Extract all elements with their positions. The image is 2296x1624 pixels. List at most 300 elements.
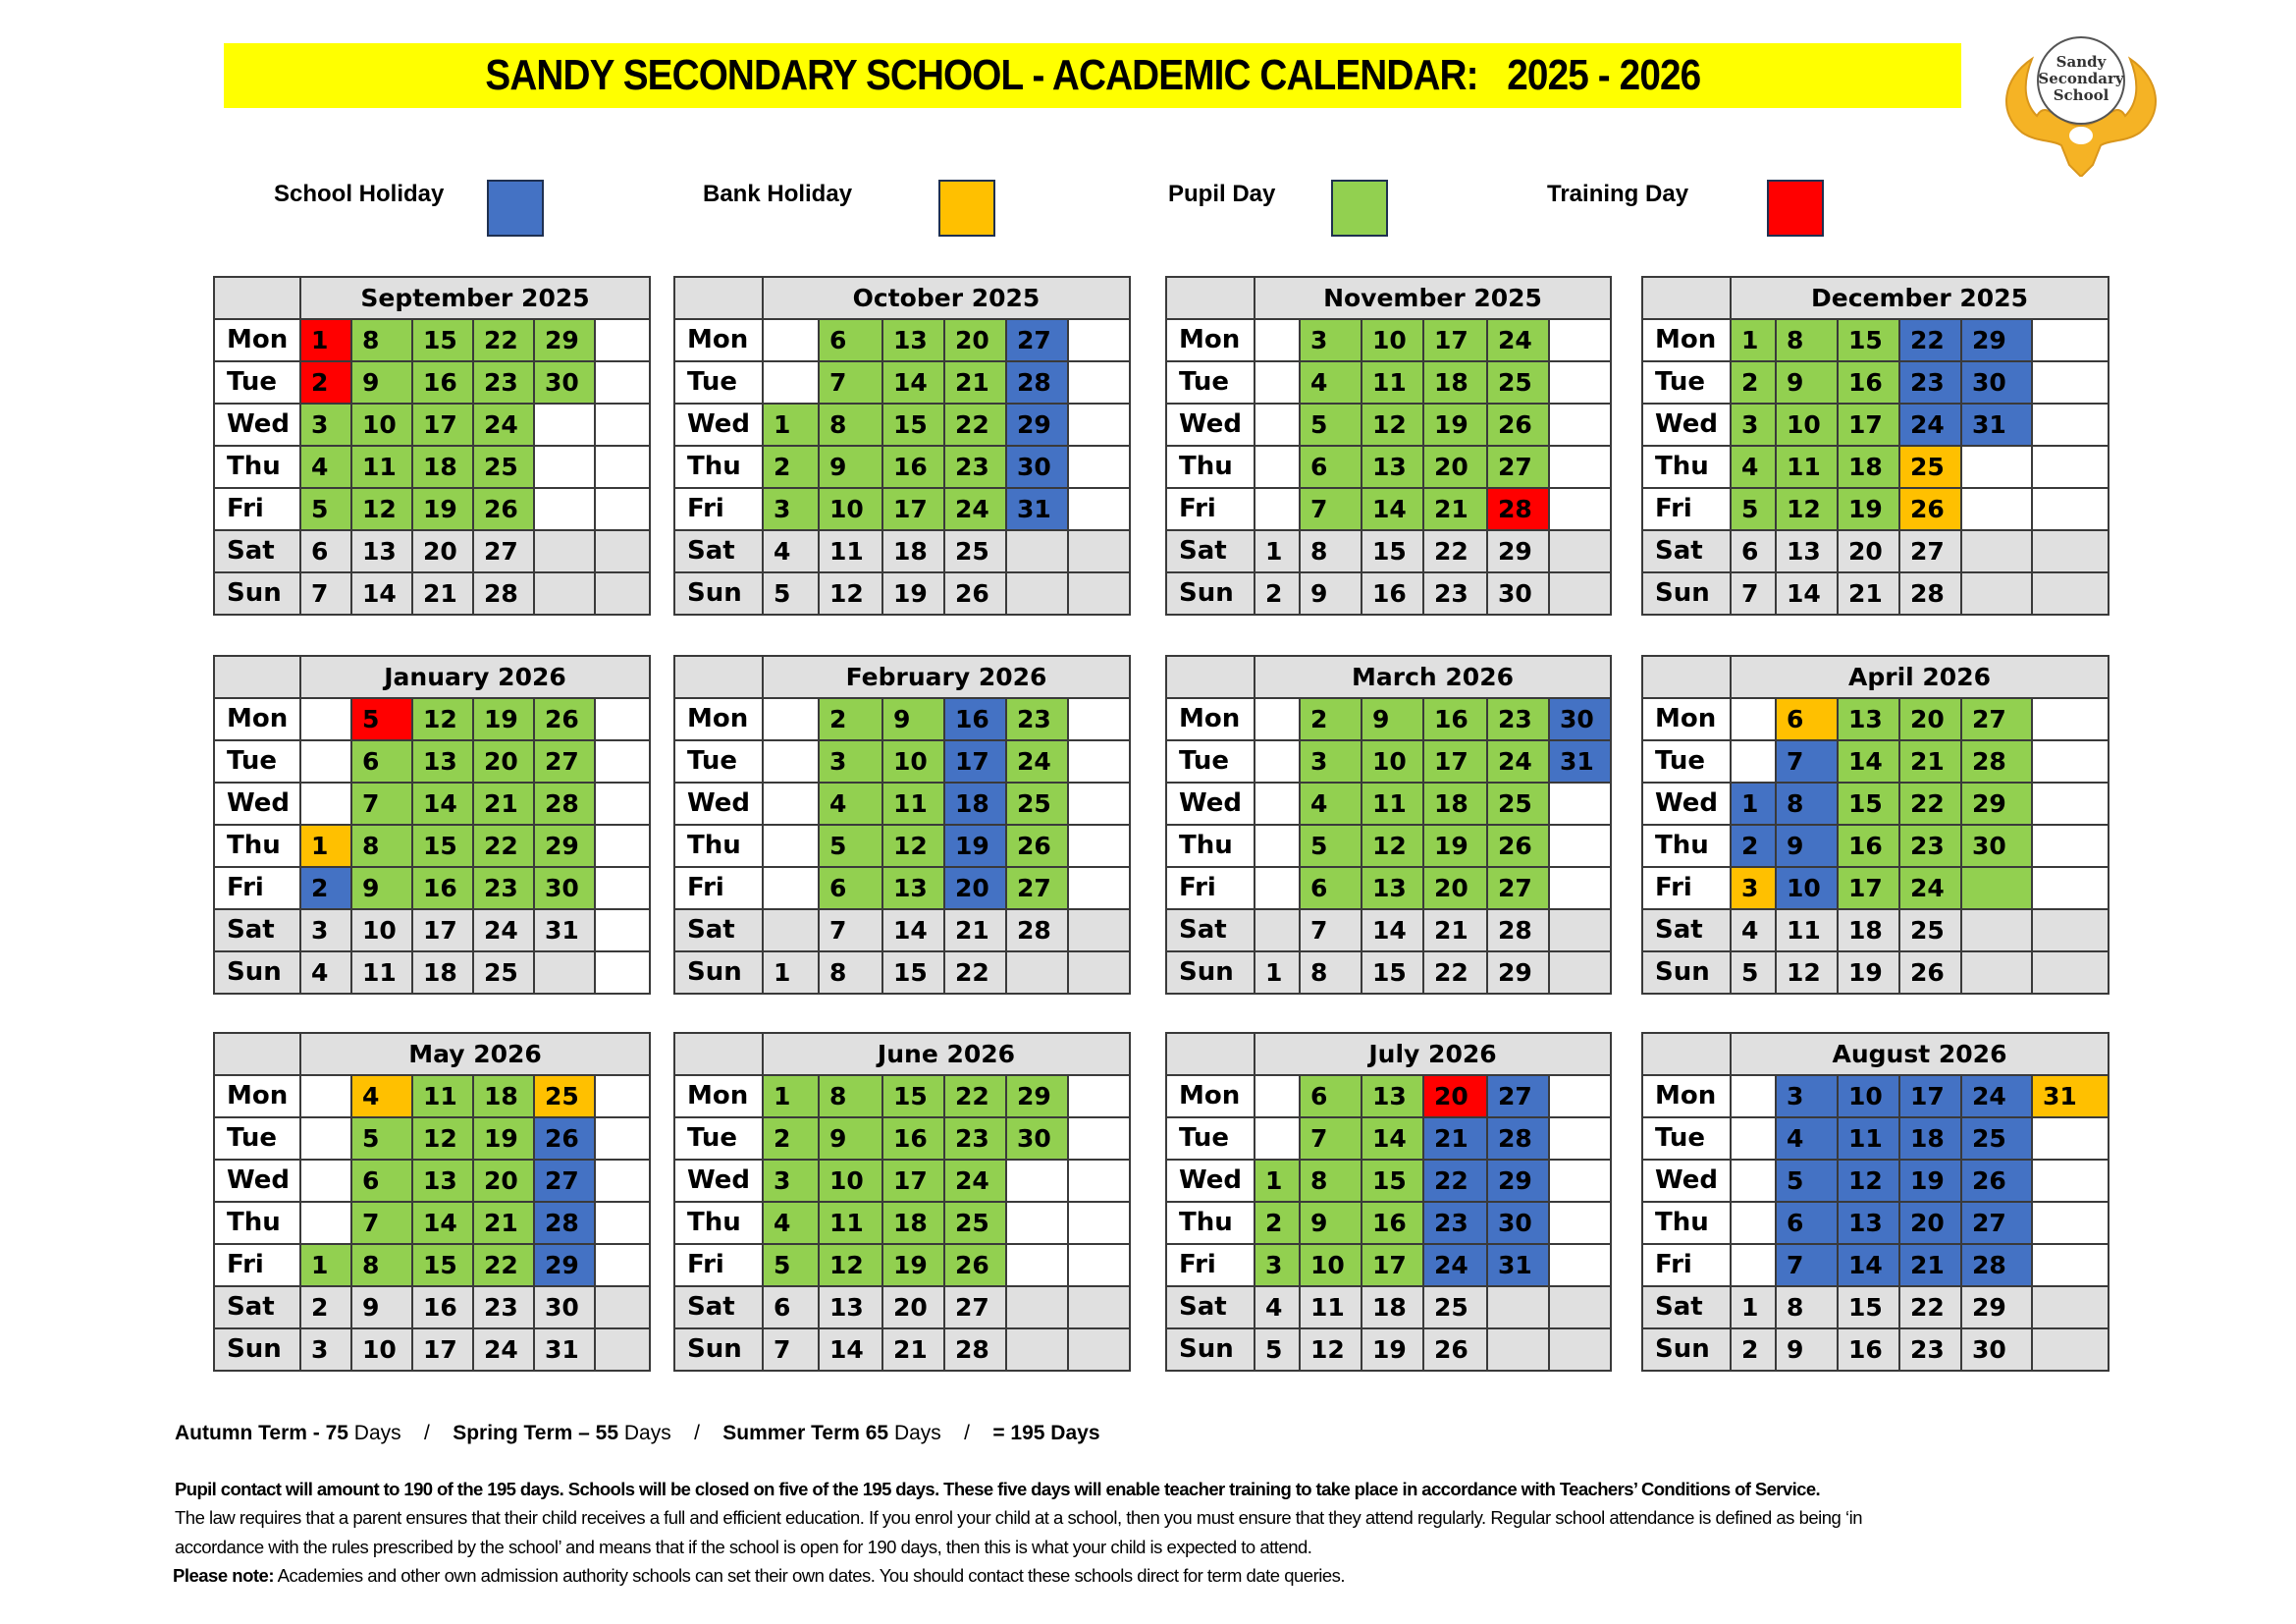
date-cell: 6 — [1300, 446, 1362, 488]
header-corner — [674, 277, 763, 319]
date-cell: 4 — [1776, 1117, 1838, 1160]
separator: / — [694, 1422, 700, 1444]
date-cell: 27 — [473, 530, 534, 572]
empty-cell — [2032, 530, 2109, 572]
header-corner — [214, 277, 300, 319]
date-cell: 24 — [1006, 740, 1068, 783]
date-cell: 23 — [473, 361, 534, 404]
days-word: Days — [347, 1422, 401, 1444]
weekday-row — [1642, 1244, 2109, 1286]
date-cell: 7 — [819, 909, 882, 951]
date-cell: 11 — [1300, 1286, 1362, 1328]
date-cell: 3 — [1776, 1075, 1838, 1117]
date-cell: 20 — [473, 740, 534, 783]
weekday-label: Tue — [1166, 740, 1255, 783]
date-cell: 31 — [534, 909, 595, 951]
weekday-row — [1166, 1286, 1611, 1328]
date-cell: 14 — [882, 909, 944, 951]
date-cell: 9 — [351, 361, 412, 404]
weekday-row — [1166, 488, 1611, 530]
date-cell: 1 — [1731, 319, 1776, 361]
empty-cell — [1961, 951, 2032, 994]
date-cell: 25 — [473, 951, 534, 994]
month-calendar — [673, 655, 1131, 995]
date-cell: 29 — [1487, 530, 1549, 572]
empty-cell — [1961, 446, 2032, 488]
weekday-row — [1166, 867, 1611, 909]
empty-cell — [1006, 1244, 1068, 1286]
date-cell: 11 — [351, 951, 412, 994]
date-cell: 8 — [819, 1075, 882, 1117]
date-cell: 24 — [944, 488, 1006, 530]
weekday-row — [214, 1328, 650, 1371]
date-cell: 23 — [1487, 698, 1549, 740]
empty-cell — [1068, 1328, 1130, 1371]
weekday-label: Fri — [1166, 867, 1255, 909]
date-cell: 17 — [1838, 404, 1899, 446]
empty-cell — [1549, 572, 1611, 615]
empty-cell — [763, 361, 819, 404]
date-cell: 1 — [1731, 1286, 1776, 1328]
date-cell: 5 — [763, 572, 819, 615]
empty-cell — [1549, 1160, 1611, 1202]
empty-cell — [1549, 530, 1611, 572]
date-cell: 16 — [1838, 361, 1899, 404]
weekday-row — [1166, 1117, 1611, 1160]
empty-cell — [595, 1202, 650, 1244]
weekday-label: Sun — [214, 572, 300, 615]
date-cell: 3 — [1731, 867, 1776, 909]
weekday-row — [1166, 1244, 1611, 1286]
date-cell: 31 — [1961, 404, 2032, 446]
weekday-row — [1166, 404, 1611, 446]
date-cell: 30 — [1961, 361, 2032, 404]
date-cell: 24 — [1487, 319, 1549, 361]
date-cell: 23 — [944, 1117, 1006, 1160]
date-cell: 18 — [412, 951, 473, 994]
empty-cell — [1487, 1328, 1549, 1371]
weekday-row — [674, 404, 1130, 446]
date-cell: 23 — [1899, 825, 1961, 867]
empty-cell — [534, 446, 595, 488]
weekday-label: Sat — [1642, 1286, 1731, 1328]
summer-term-days: 65 — [865, 1422, 889, 1444]
weekday-row — [1166, 530, 1611, 572]
date-cell: 30 — [1487, 572, 1549, 615]
weekday-label: Thu — [674, 825, 763, 867]
date-cell: 6 — [1731, 530, 1776, 572]
date-cell: 5 — [1255, 1328, 1300, 1371]
date-cell: 13 — [1776, 530, 1838, 572]
empty-cell — [534, 572, 595, 615]
weekday-label: Thu — [214, 1202, 300, 1244]
date-cell: 21 — [412, 572, 473, 615]
weekday-label: Sun — [1166, 951, 1255, 994]
date-cell: 15 — [882, 404, 944, 446]
empty-cell — [1255, 361, 1300, 404]
legend-swatch-school-holiday — [487, 180, 544, 237]
weekday-label: Thu — [1166, 1202, 1255, 1244]
month-title: January 2026 — [300, 656, 650, 698]
empty-cell — [1961, 488, 2032, 530]
empty-cell — [300, 740, 351, 783]
weekday-label: Wed — [1166, 1160, 1255, 1202]
weekday-label: Wed — [214, 1160, 300, 1202]
date-cell: 27 — [1487, 867, 1549, 909]
date-cell: 19 — [1838, 488, 1899, 530]
empty-cell — [595, 1075, 650, 1117]
date-cell: 5 — [819, 825, 882, 867]
empty-cell — [2032, 446, 2109, 488]
empty-cell — [1255, 488, 1300, 530]
weekday-row — [1642, 740, 2109, 783]
date-cell: 3 — [819, 740, 882, 783]
weekday-label: Wed — [1166, 783, 1255, 825]
empty-cell — [1068, 1244, 1130, 1286]
days-word: Days — [888, 1422, 941, 1444]
weekday-label: Sat — [1642, 530, 1731, 572]
header-corner — [1642, 1033, 1731, 1075]
empty-cell — [1549, 319, 1611, 361]
date-cell: 23 — [1899, 1328, 1961, 1371]
empty-cell — [595, 1244, 650, 1286]
weekday-label: Thu — [214, 825, 300, 867]
weekday-label: Thu — [1166, 825, 1255, 867]
date-cell: 20 — [473, 1160, 534, 1202]
date-cell: 20 — [944, 319, 1006, 361]
date-cell: 25 — [1961, 1117, 2032, 1160]
date-cell: 13 — [819, 1286, 882, 1328]
empty-cell — [595, 572, 650, 615]
empty-cell — [2032, 698, 2109, 740]
empty-cell — [1961, 530, 2032, 572]
date-cell: 21 — [1423, 488, 1487, 530]
empty-cell — [595, 1328, 650, 1371]
date-cell: 22 — [473, 1244, 534, 1286]
empty-cell — [1549, 1202, 1611, 1244]
date-cell: 22 — [473, 319, 534, 361]
empty-cell — [1549, 1286, 1611, 1328]
month-calendar — [213, 1032, 651, 1372]
date-cell: 1 — [300, 825, 351, 867]
date-cell: 25 — [1487, 361, 1549, 404]
weekday-row — [674, 361, 1130, 404]
empty-cell — [1255, 783, 1300, 825]
date-cell: 9 — [1776, 1328, 1838, 1371]
date-cell: 3 — [300, 404, 351, 446]
weekday-label: Wed — [214, 783, 300, 825]
please-note — [173, 1565, 1345, 1587]
weekday-row — [674, 951, 1130, 994]
date-cell: 29 — [534, 1244, 595, 1286]
month-title: March 2026 — [1255, 656, 1611, 698]
date-cell: 2 — [1300, 698, 1362, 740]
weekday-row — [214, 698, 650, 740]
date-cell: 27 — [1006, 867, 1068, 909]
empty-cell — [2032, 951, 2109, 994]
date-cell: 26 — [1899, 488, 1961, 530]
weekday-label: Mon — [214, 698, 300, 740]
date-cell: 27 — [1006, 319, 1068, 361]
weekday-row — [1166, 319, 1611, 361]
weekday-label: Mon — [1642, 319, 1731, 361]
date-cell: 2 — [819, 698, 882, 740]
empty-cell — [1068, 319, 1130, 361]
date-cell: 11 — [819, 530, 882, 572]
month-calendar — [1641, 276, 2109, 616]
empty-cell — [1255, 1117, 1300, 1160]
weekday-row — [214, 825, 650, 867]
weekday-row — [1642, 572, 2109, 615]
date-cell: 17 — [412, 909, 473, 951]
empty-cell — [300, 1160, 351, 1202]
weekday-label: Sat — [214, 909, 300, 951]
date-cell: 9 — [1300, 572, 1362, 615]
empty-cell — [595, 319, 650, 361]
month-title: September 2025 — [300, 277, 650, 319]
date-cell: 18 — [1838, 909, 1899, 951]
weekday-row — [1642, 1286, 2109, 1328]
weekday-label: Thu — [674, 1202, 763, 1244]
date-cell: 26 — [1423, 1328, 1487, 1371]
weekday-row — [1642, 825, 2109, 867]
header-corner — [1166, 277, 1255, 319]
empty-cell — [1549, 951, 1611, 994]
empty-cell — [1006, 530, 1068, 572]
empty-cell — [763, 909, 819, 951]
date-cell: 4 — [819, 783, 882, 825]
date-cell: 24 — [944, 1160, 1006, 1202]
weekday-label: Wed — [1166, 404, 1255, 446]
empty-cell — [595, 361, 650, 404]
empty-cell — [763, 698, 819, 740]
weekday-row — [674, 446, 1130, 488]
date-cell: 3 — [1255, 1244, 1300, 1286]
month-title: July 2026 — [1255, 1033, 1611, 1075]
date-cell: 3 — [763, 488, 819, 530]
date-cell: 10 — [1776, 404, 1838, 446]
empty-cell — [1006, 1202, 1068, 1244]
date-cell: 19 — [412, 488, 473, 530]
empty-cell — [595, 740, 650, 783]
separator: / — [424, 1422, 430, 1444]
month-title: April 2026 — [1731, 656, 2109, 698]
date-cell: 7 — [1300, 488, 1362, 530]
date-cell: 1 — [1255, 1160, 1300, 1202]
weekday-row — [674, 319, 1130, 361]
date-cell: 26 — [1899, 951, 1961, 994]
weekday-label: Fri — [1642, 488, 1731, 530]
date-cell: 31 — [2032, 1075, 2109, 1117]
weekday-label: Sun — [1642, 951, 1731, 994]
date-cell: 11 — [1838, 1117, 1899, 1160]
weekday-label: Tue — [674, 361, 763, 404]
date-cell: 20 — [1838, 530, 1899, 572]
empty-cell — [595, 530, 650, 572]
date-cell: 6 — [300, 530, 351, 572]
date-cell: 15 — [882, 1075, 944, 1117]
weekday-label: Fri — [1166, 488, 1255, 530]
empty-cell — [1549, 404, 1611, 446]
date-cell: 8 — [1300, 530, 1362, 572]
date-cell: 2 — [1731, 1328, 1776, 1371]
date-cell: 13 — [1362, 867, 1423, 909]
empty-cell — [595, 404, 650, 446]
empty-cell — [2032, 361, 2109, 404]
date-cell: 31 — [1487, 1244, 1549, 1286]
date-cell: 28 — [1006, 909, 1068, 951]
weekday-label: Mon — [1166, 698, 1255, 740]
weekday-label: Tue — [674, 1117, 763, 1160]
empty-cell — [763, 783, 819, 825]
weekday-row — [1166, 1075, 1611, 1117]
weekday-label: Sun — [674, 951, 763, 994]
empty-cell — [2032, 572, 2109, 615]
empty-cell — [534, 488, 595, 530]
separator: / — [964, 1422, 970, 1444]
date-cell: 24 — [1423, 1244, 1487, 1286]
weekday-label: Wed — [1642, 783, 1731, 825]
empty-cell — [1731, 1160, 1776, 1202]
empty-cell — [1006, 1328, 1068, 1371]
date-cell: 30 — [1487, 1202, 1549, 1244]
weekday-label: Wed — [674, 783, 763, 825]
empty-cell — [2032, 909, 2109, 951]
weekday-label: Fri — [1642, 867, 1731, 909]
weekday-label: Mon — [1642, 1075, 1731, 1117]
weekday-label: Sat — [214, 530, 300, 572]
empty-cell — [595, 1160, 650, 1202]
legend-label-school-holiday: School Holiday — [274, 181, 445, 207]
weekday-row — [1166, 1202, 1611, 1244]
weekday-label: Thu — [1642, 446, 1731, 488]
weekday-row — [1642, 951, 2109, 994]
weekday-label: Sun — [1642, 1328, 1731, 1371]
empty-cell — [1068, 1286, 1130, 1328]
date-cell: 7 — [1776, 740, 1838, 783]
weekday-row — [214, 1117, 650, 1160]
date-cell: 27 — [1961, 698, 2032, 740]
date-cell: 23 — [1423, 1202, 1487, 1244]
weekday-label: Tue — [214, 361, 300, 404]
weekday-label: Sun — [674, 1328, 763, 1371]
weekday-label: Sat — [1166, 909, 1255, 951]
month-title: June 2026 — [763, 1033, 1130, 1075]
weekday-label: Wed — [214, 404, 300, 446]
date-cell: 26 — [1961, 1160, 2032, 1202]
date-cell: 25 — [473, 446, 534, 488]
spring-term-label: Spring Term – — [453, 1422, 596, 1444]
date-cell: 21 — [1899, 740, 1961, 783]
empty-cell — [1068, 825, 1130, 867]
date-cell: 28 — [944, 1328, 1006, 1371]
svg-text:School: School — [2053, 86, 2109, 104]
date-cell: 4 — [1731, 446, 1776, 488]
weekday-label: Sun — [674, 572, 763, 615]
weekday-label: Fri — [214, 867, 300, 909]
weekday-label: Wed — [1642, 1160, 1731, 1202]
title-banner — [224, 43, 1961, 108]
date-cell: 21 — [473, 1202, 534, 1244]
weekday-label: Mon — [214, 1075, 300, 1117]
date-cell: 4 — [763, 1202, 819, 1244]
date-cell: 8 — [351, 319, 412, 361]
date-cell: 17 — [1423, 319, 1487, 361]
empty-cell — [1255, 446, 1300, 488]
date-cell: 20 — [1423, 1075, 1487, 1117]
weekday-label: Sat — [674, 530, 763, 572]
empty-cell — [1961, 572, 2032, 615]
date-cell: 24 — [1487, 740, 1549, 783]
date-cell: 11 — [1776, 909, 1838, 951]
date-cell: 12 — [1362, 404, 1423, 446]
weekday-label: Mon — [674, 1075, 763, 1117]
weekday-label: Sun — [1166, 572, 1255, 615]
date-cell: 24 — [1899, 867, 1961, 909]
weekday-label: Fri — [214, 488, 300, 530]
date-cell: 4 — [1300, 783, 1362, 825]
date-cell: 31 — [1006, 488, 1068, 530]
header-corner — [674, 656, 763, 698]
date-cell: 31 — [534, 1328, 595, 1371]
note-law-line-1: The law requires that a parent ensures that their child receives a full and efficient education. If you enrol your child at a school, then you must ensure that they attend regularly. Regular school attendance is defined as being ‘in — [175, 1507, 1862, 1528]
empty-cell — [1731, 1202, 1776, 1244]
weekday-row — [214, 488, 650, 530]
empty-cell — [1006, 1286, 1068, 1328]
date-cell: 21 — [1423, 1117, 1487, 1160]
date-cell: 29 — [1961, 783, 2032, 825]
date-cell: 27 — [534, 1160, 595, 1202]
date-cell: 8 — [819, 404, 882, 446]
date-cell: 18 — [1423, 783, 1487, 825]
date-cell: 9 — [882, 698, 944, 740]
empty-cell — [300, 1202, 351, 1244]
empty-cell — [1731, 1075, 1776, 1117]
date-cell: 5 — [351, 1117, 412, 1160]
empty-cell — [1068, 909, 1130, 951]
date-cell: 28 — [473, 572, 534, 615]
empty-cell — [1731, 1117, 1776, 1160]
weekday-row — [1642, 446, 2109, 488]
please-note-text: Academies and other own admission authority schools can set their own dates. You should contact these schools direct for term date queries. — [274, 1565, 1346, 1586]
date-cell: 1 — [300, 1244, 351, 1286]
date-cell: 7 — [763, 1328, 819, 1371]
legend-swatch-bank-holiday — [938, 180, 995, 237]
date-cell: 4 — [763, 530, 819, 572]
date-cell: 14 — [1838, 1244, 1899, 1286]
date-cell: 7 — [300, 572, 351, 615]
empty-cell — [1731, 740, 1776, 783]
date-cell: 29 — [1006, 1075, 1068, 1117]
empty-cell — [1549, 1244, 1611, 1286]
weekday-row — [674, 488, 1130, 530]
weekday-row — [674, 909, 1130, 951]
date-cell: 20 — [1899, 1202, 1961, 1244]
date-cell: 5 — [1776, 1160, 1838, 1202]
date-cell: 20 — [882, 1286, 944, 1328]
date-cell: 19 — [1362, 1328, 1423, 1371]
date-cell: 6 — [763, 1286, 819, 1328]
weekday-row — [1166, 446, 1611, 488]
empty-cell — [300, 783, 351, 825]
date-cell: 30 — [1961, 825, 2032, 867]
date-cell: 25 — [1487, 783, 1549, 825]
date-cell: 28 — [1961, 1244, 2032, 1286]
header-corner — [1642, 656, 1731, 698]
empty-cell — [1255, 740, 1300, 783]
header-corner — [674, 1033, 763, 1075]
date-cell: 19 — [473, 698, 534, 740]
